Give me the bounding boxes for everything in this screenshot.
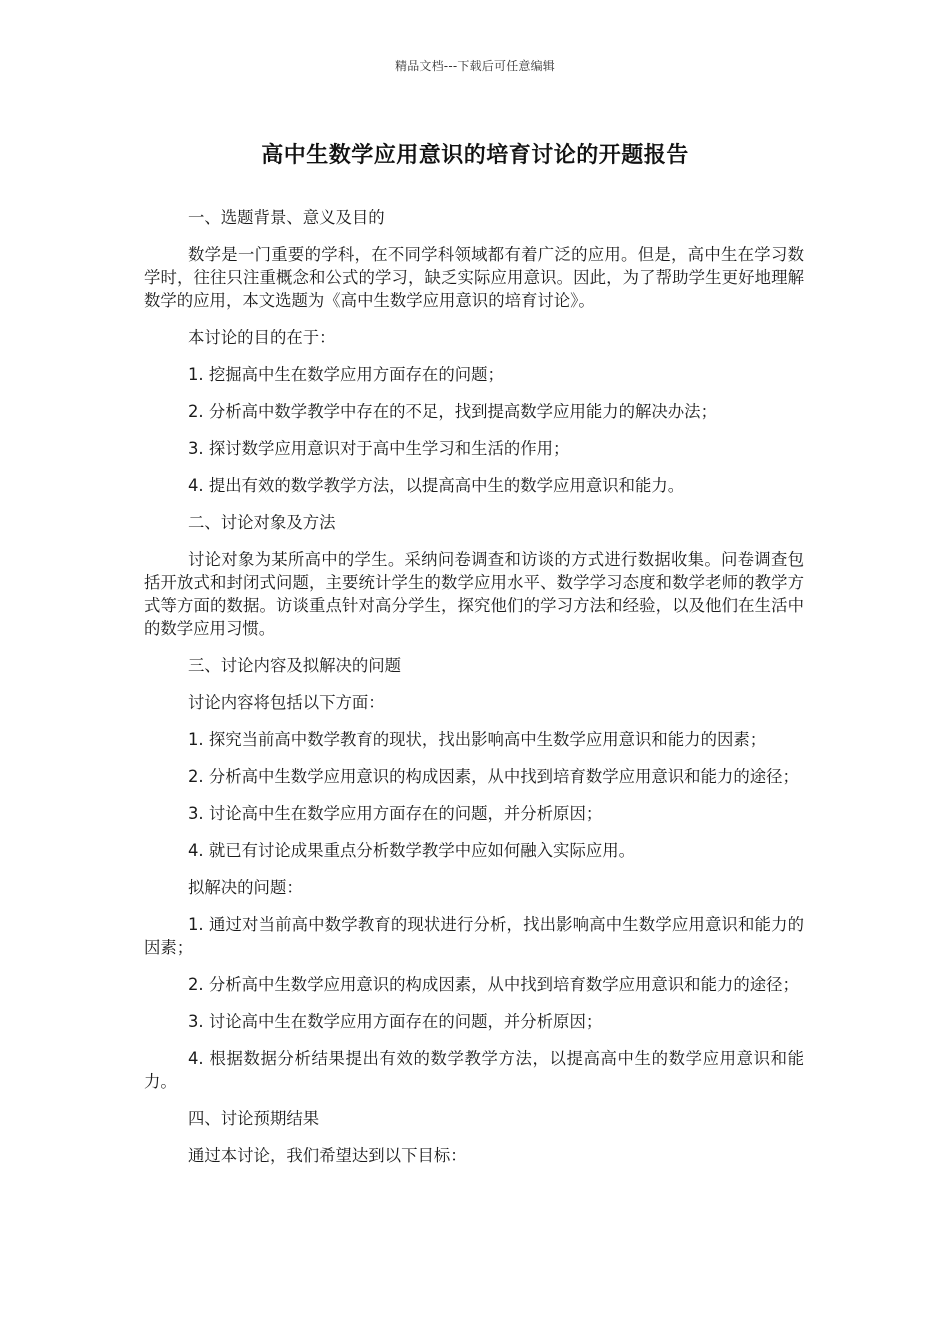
document-title: 高中生数学应用意识的培育讨论的开题报告 xyxy=(261,143,689,168)
list-item: 1. 挖掘高中生在数学应用方面存在的问题； xyxy=(188,365,504,384)
section-heading-2: 二、讨论对象及方法 xyxy=(188,513,336,532)
document-body xyxy=(144,206,804,1181)
list-item: 4. 根据数据分析结果提出有效的数学教学方法，以提高高中生的数学应用意识和能力。 xyxy=(144,1049,804,1091)
header-note: 精品文档---下载后可任意编辑 xyxy=(395,59,555,73)
body-paragraph: 数学是一门重要的学科，在不同学科领域都有着广泛的应用。但是，高中生在学习数学时，往往只注重概念和公式的学习，缺乏实际应用意识。因此，为了帮助学生更好地理解数学的应用，本文选题为《高中生数学应用意识的培育讨论》。 xyxy=(144,245,804,310)
body-paragraph: 讨论对象为某所高中的学生。采纳问卷调查和访谈的方式进行数据收集。问卷调查包括开放式和封闭式问题，主要统计学生的数学应用水平、数学学习态度和数学老师的教学方式等方面的数据。访谈重点针对高分学生，探究他们的学习方法和经验，以及他们在生活中的数学应用习惯。 xyxy=(144,550,804,638)
list-item: 2. 分析高中数学教学中存在的不足，找到提高数学应用能力的解决办法； xyxy=(188,402,717,421)
section-heading-4: 四、讨论预期结果 xyxy=(188,1109,320,1128)
list-item: 4. 就已有讨论成果重点分析数学教学中应如何融入实际应用。 xyxy=(188,841,636,860)
list-item: 4. 提出有效的数学教学方法，以提高高中生的数学应用意识和能力。 xyxy=(188,476,685,495)
list-item: 2. 分析高中生数学应用意识的构成因素，从中找到培育数学应用意识和能力的途径； xyxy=(188,975,799,994)
section-heading-3: 三、讨论内容及拟解决的问题 xyxy=(188,656,402,675)
body-paragraph: 本讨论的目的在于： xyxy=(188,328,336,347)
list-item: 2. 分析高中生数学应用意识的构成因素，从中找到培育数学应用意识和能力的途径； xyxy=(188,767,799,786)
list-item: 3. 讨论高中生在数学应用方面存在的问题，并分析原因； xyxy=(188,1012,603,1031)
list-item: 1. 通过对当前高中数学教育的现状进行分析，找出影响高中生数学应用意识和能力的因素； xyxy=(144,915,804,957)
list-item: 1. 探究当前高中数学教育的现状，找出影响高中生数学应用意识和能力的因素； xyxy=(188,730,767,749)
body-paragraph: 拟解决的问题： xyxy=(188,878,303,897)
body-paragraph: 通过本讨论，我们希望达到以下目标： xyxy=(188,1146,467,1165)
list-item: 3. 讨论高中生在数学应用方面存在的问题，并分析原因； xyxy=(188,804,603,823)
section-heading-1: 一、选题背景、意义及目的 xyxy=(188,208,385,227)
body-paragraph: 讨论内容将包括以下方面： xyxy=(188,693,385,712)
list-item: 3. 探讨数学应用意识对于高中生学习和生活的作用； xyxy=(188,439,570,458)
